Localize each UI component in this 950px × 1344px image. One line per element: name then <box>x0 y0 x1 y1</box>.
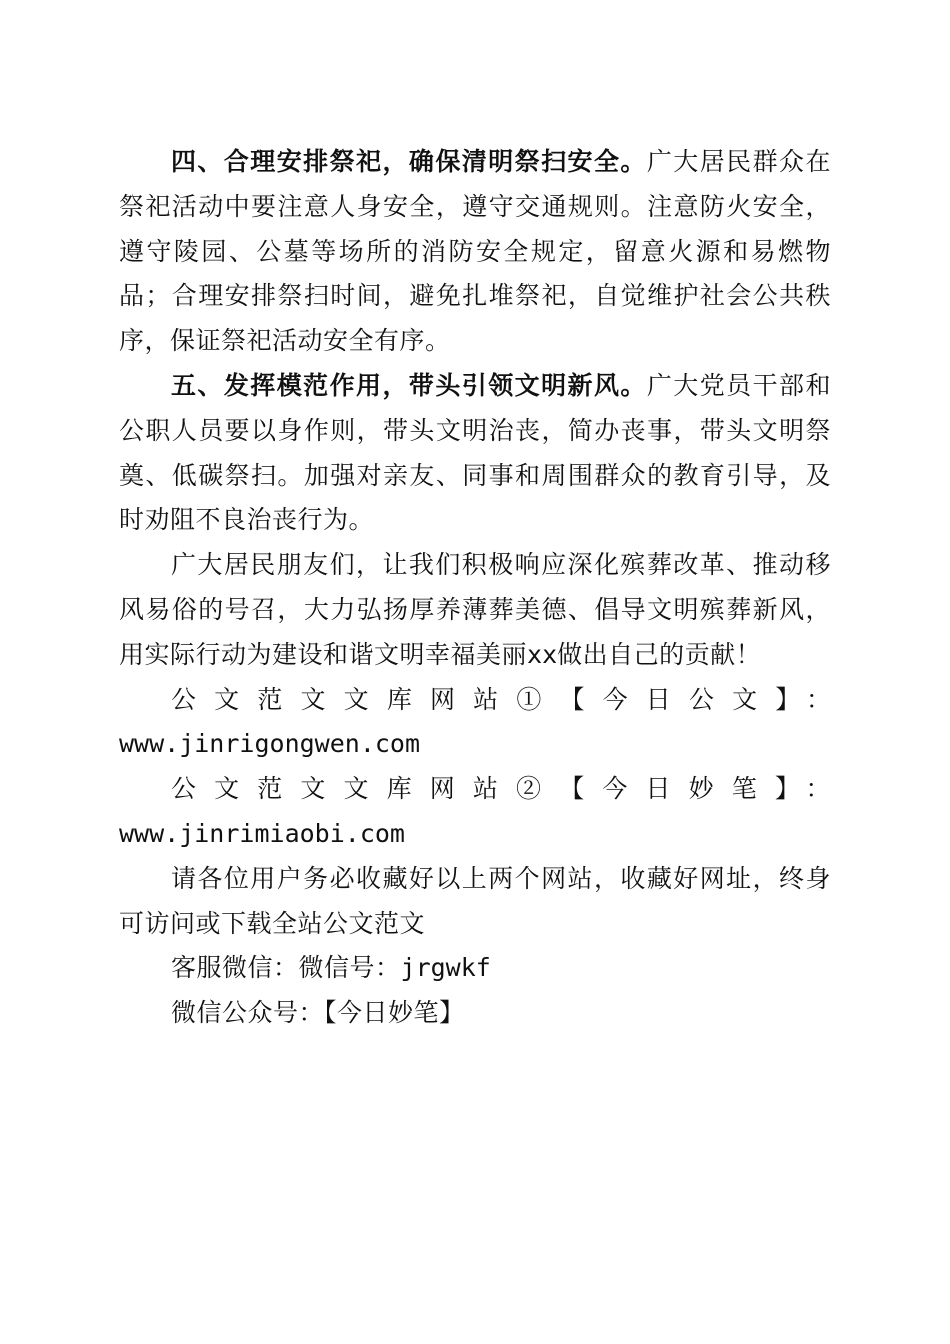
website-1-label: 公文范文文库网站①【今日公文】 <box>171 684 806 714</box>
document-body <box>119 140 831 1036</box>
closing-paragraph <box>119 543 831 677</box>
wechat-label: 客服微信：微信号： <box>171 953 401 983</box>
website-1-line <box>119 678 831 723</box>
paragraph-5 <box>119 364 831 543</box>
website-2-label: 公文范文文库网站②【今日妙笔】： <box>171 774 831 804</box>
wechat-id: jrgwkf <box>400 953 491 983</box>
website-1-url[interactable]: www.jinrigongwen.com <box>119 729 421 759</box>
customer-service-wechat <box>119 946 831 991</box>
website-2-line <box>119 767 831 857</box>
closing-text-post: 做出自己的贡献！ <box>557 639 762 669</box>
official-account: 微信公众号：【今日妙笔】 <box>171 998 465 1028</box>
closing-text-xx: xx <box>527 639 558 669</box>
website-1-colon: ： <box>805 684 831 714</box>
paragraph-5-heading: 五、发挥模范作用，带头引领文明新风。 <box>171 370 647 400</box>
website-2-url[interactable]: www.jinrimiaobi.com <box>119 818 405 848</box>
paragraph-5-body: 广大党员干部和公职人员要以身作则，带头文明治丧，简办丧事，带头文明祭奠、低碳祭扫。加强对亲友、同事和周围群众的教育引导，及时劝阻不良治丧行为。 <box>119 370 831 535</box>
bookmark-notice: 请各位用户务必收藏好以上两个网站，收藏好网址，终身可访问或下载全站公文范文 <box>119 863 831 938</box>
paragraph-4 <box>119 140 831 364</box>
paragraph-4-heading: 四、合理安排祭祀，确保清明祭扫安全。 <box>171 147 647 176</box>
closing-text-pre: 广大居民朋友们，让我们积极响应深化殡葬改革、推动移风易俗的号召，大力弘扬厚养薄葬美德、倡导文明殡葬新风，用实际行动为建设和谐文明幸福美丽 <box>119 550 831 669</box>
paragraph-4-body: 广大居民群众在祭祀活动中要注意人身安全，遵守交通规则。注意防火安全，遵守陵园、公墓等场所的消防安全规定，留意火源和易燃物品；合理安排祭扫时间，避免扎堆祭祀，自觉维护社会公共秩序，保证祭祀活动安全有序。 <box>119 147 831 356</box>
